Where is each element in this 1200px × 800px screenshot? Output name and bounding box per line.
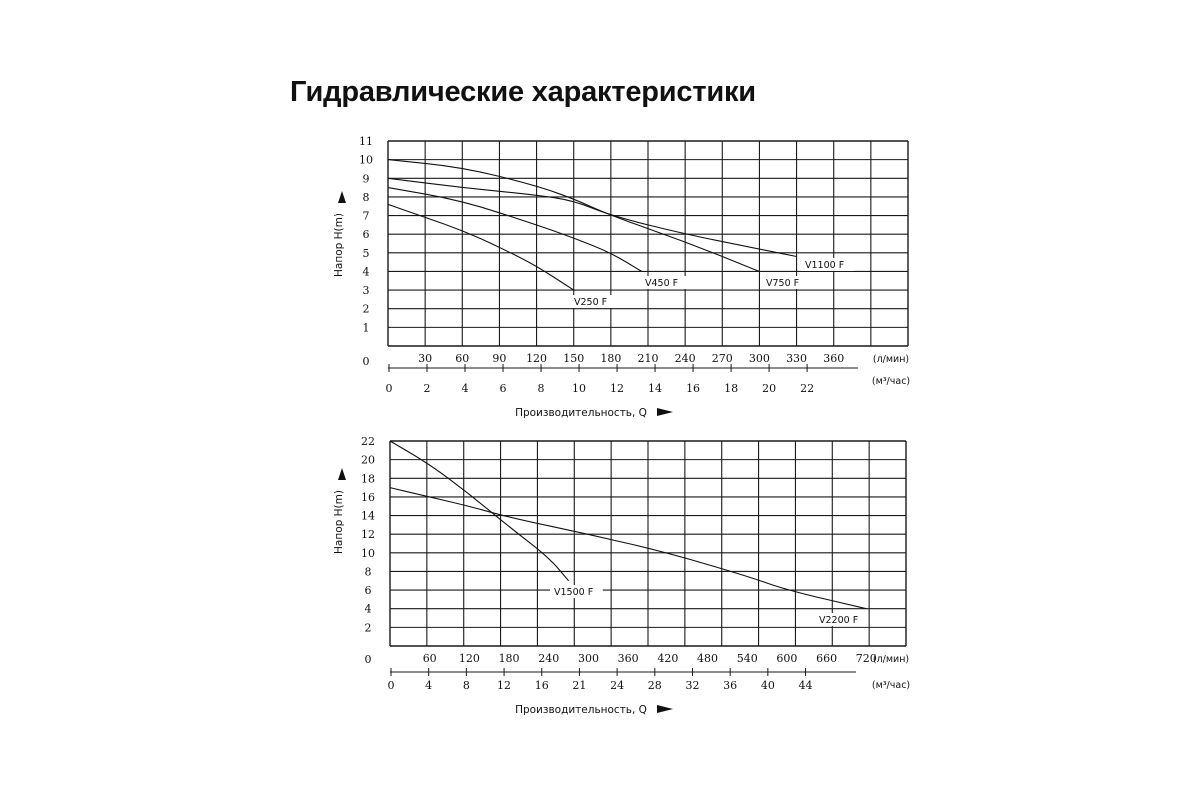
series-label: V450 F xyxy=(645,278,679,289)
x-tick-label: 330 xyxy=(786,352,808,365)
x2-tick-label: 36 xyxy=(723,679,738,692)
series-label: V750 F xyxy=(766,278,800,289)
y-axis-arrow-icon xyxy=(338,468,346,480)
series-curve xyxy=(390,441,569,581)
x-tick-label: 60 xyxy=(455,352,470,365)
chart-1 xyxy=(333,135,910,419)
y-tick-label: 2 xyxy=(362,302,370,316)
x-tick-label: 180 xyxy=(498,652,520,665)
page-title: Гидравлические характеристики xyxy=(290,76,756,108)
x-axis-label: Производительность, Q xyxy=(515,407,647,419)
x2-tick-label: 14 xyxy=(648,382,663,395)
y-tick-label: 18 xyxy=(361,472,375,486)
x-tick-label: 30 xyxy=(418,352,433,365)
x2-tick-label: 24 xyxy=(610,679,625,692)
x-unit-label: (л/мин) xyxy=(872,354,910,365)
y-tick-label: 6 xyxy=(364,584,372,598)
y-tick-label: 4 xyxy=(364,602,372,616)
x2-tick-label: 18 xyxy=(724,382,739,395)
x2-tick-label: 20 xyxy=(762,382,777,395)
y-tick-label: 11 xyxy=(359,135,373,148)
x-tick-label: 660 xyxy=(816,652,838,665)
series-curve xyxy=(388,204,574,290)
x-tick-label: 150 xyxy=(563,352,585,365)
x-tick-label: 420 xyxy=(657,652,679,665)
x2-tick-label: 6 xyxy=(499,382,507,395)
y-tick-label: 20 xyxy=(361,453,375,467)
x2-tick-label: 44 xyxy=(798,679,813,692)
x-tick-label: 300 xyxy=(577,652,599,665)
y-tick-label: 8 xyxy=(362,190,370,204)
x-tick-label: 480 xyxy=(697,652,719,665)
y-tick-label: 22 xyxy=(361,435,375,448)
x-tick-label: 600 xyxy=(776,652,798,665)
x2-tick-label: 0 xyxy=(385,382,393,395)
x-tick-label: 60 xyxy=(422,652,437,665)
chart-2 xyxy=(333,435,910,716)
grid xyxy=(388,141,908,346)
x-tick-label: 540 xyxy=(736,652,758,665)
x2-tick-label: 10 xyxy=(572,382,587,395)
x-tick-label: 210 xyxy=(637,352,659,365)
x2-tick-label: 22 xyxy=(800,382,815,395)
x2-tick-label: 12 xyxy=(497,679,512,692)
y-axis-label: Напор H(m) xyxy=(333,213,345,277)
y-axis-label: Напор H(m) xyxy=(333,490,345,554)
x-axis-label: Производительность, Q xyxy=(515,704,647,716)
x2-tick-label: 0 xyxy=(387,679,395,692)
series-label: V2200 F xyxy=(819,615,859,626)
y-tick-label: 16 xyxy=(361,490,375,504)
y-tick-label: 7 xyxy=(362,209,370,223)
x2-tick-label: 4 xyxy=(425,679,433,692)
x2-tick-label: 8 xyxy=(462,679,470,692)
y-axis-arrow-icon xyxy=(338,191,346,203)
y-tick-label: 9 xyxy=(362,172,370,186)
x-axis-arrow-icon xyxy=(657,705,673,713)
y-tick-label: 6 xyxy=(362,228,370,242)
x2-tick-label: 12 xyxy=(610,382,625,395)
x2-tick-label: 40 xyxy=(760,679,775,692)
x-tick-label: 120 xyxy=(526,352,548,365)
x-tick-label: 180 xyxy=(600,352,622,365)
x-tick-label: 270 xyxy=(711,352,733,365)
series-label: V1500 F xyxy=(554,587,594,598)
x-tick-label: 240 xyxy=(674,352,696,365)
x2-tick-label: 28 xyxy=(647,679,662,692)
x2-unit-label: (м³/час) xyxy=(871,376,911,387)
y-tick-label: 2 xyxy=(364,621,372,635)
series-label: V250 F xyxy=(574,297,608,308)
x-tick-label: 360 xyxy=(823,352,845,365)
origin-label: 0 xyxy=(364,653,372,666)
series-curve xyxy=(388,178,797,256)
x-tick-label: 90 xyxy=(492,352,507,365)
y-tick-label: 5 xyxy=(362,246,370,260)
x-tick-label: 240 xyxy=(538,652,560,665)
x2-tick-label: 21 xyxy=(572,679,587,692)
y-tick-label: 4 xyxy=(362,265,370,279)
x-unit-label: (л/мин) xyxy=(872,654,910,665)
x-tick-label: 120 xyxy=(458,652,480,665)
series-curve xyxy=(388,188,642,272)
x-tick-label: 300 xyxy=(748,352,770,365)
x2-tick-label: 32 xyxy=(685,679,700,692)
x2-tick-label: 2 xyxy=(423,382,431,395)
x2-tick-label: 8 xyxy=(537,382,545,395)
x2-tick-label: 16 xyxy=(686,382,701,395)
y-tick-label: 14 xyxy=(361,509,375,523)
x2-unit-label: (м³/час) xyxy=(871,680,911,691)
y-tick-label: 12 xyxy=(361,528,375,542)
x-tick-label: 360 xyxy=(617,652,639,665)
y-tick-label: 8 xyxy=(364,565,372,579)
x-tick-label: 720 xyxy=(855,652,877,665)
origin-label: 0 xyxy=(362,355,370,368)
x2-tick-label: 16 xyxy=(534,679,549,692)
y-tick-label: 10 xyxy=(359,153,373,167)
y-tick-label: 10 xyxy=(361,546,375,560)
x2-tick-label: 4 xyxy=(461,382,469,395)
series-label: V1100 F xyxy=(805,260,845,271)
y-tick-label: 1 xyxy=(362,321,370,335)
y-tick-label: 3 xyxy=(362,284,370,298)
x-axis-arrow-icon xyxy=(657,408,673,416)
